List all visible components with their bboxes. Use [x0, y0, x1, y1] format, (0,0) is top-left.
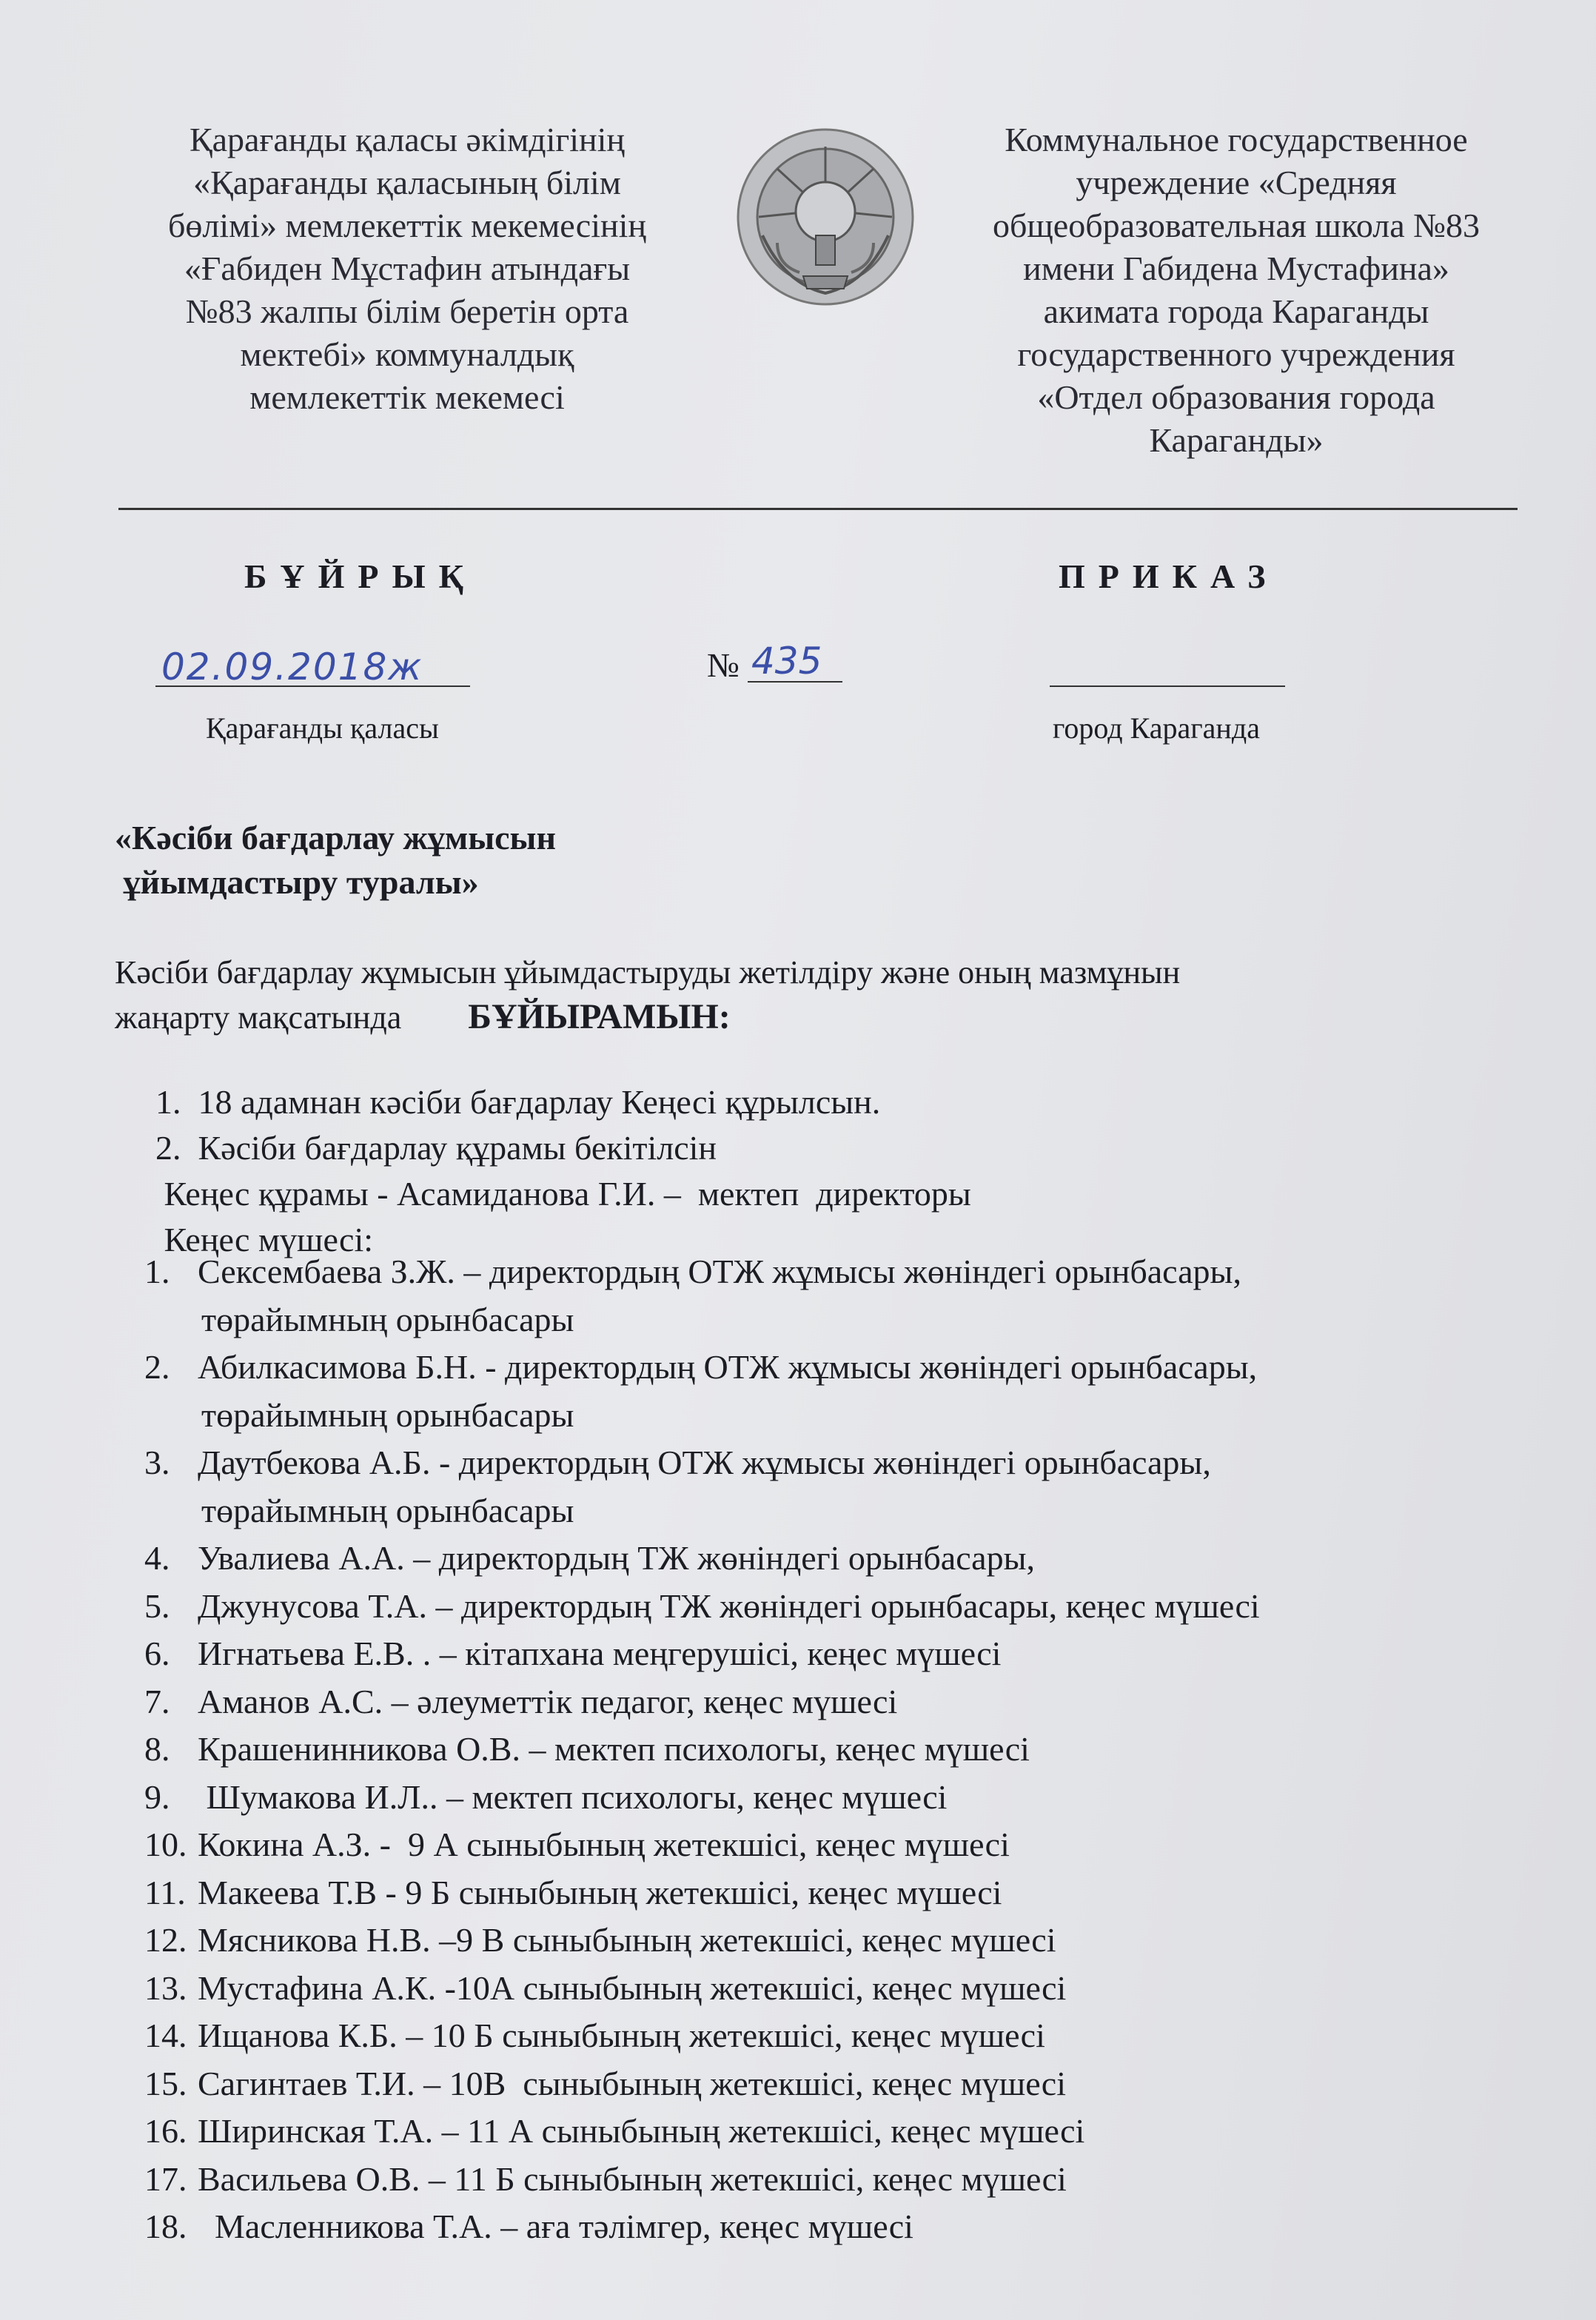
intro-line-2	[115, 995, 1558, 1040]
order-number-label: №	[707, 646, 740, 684]
member-text: Аманов А.С. – әлеуметтік педагог, кеңес мүшесі	[198, 1682, 898, 1720]
council-member-row	[144, 1869, 1260, 1917]
member-text: Увалиева А.А. – директордың ТЖ жөніндегі орынбасары,	[198, 1539, 1035, 1577]
member-number: 8.	[144, 1730, 170, 1768]
number-underline	[748, 681, 842, 683]
header-kz-line: мектебі» коммуналдық	[240, 335, 574, 373]
order-label-ru: ПРИКАЗ	[1059, 557, 1279, 595]
council-member-row	[144, 2203, 1260, 2251]
header-ru-line: Караганды»	[1149, 421, 1324, 459]
member-text: Джунусова Т.А. – директордың ТЖ жөніндегі орынбасары, кеңес мүшесі	[198, 1586, 1260, 1625]
order-title-line: «Кәсіби бағдарлау жұмысын	[115, 819, 556, 856]
order-item: 2. Кәсіби бағдарлау құрамы бекітілсін	[155, 1129, 717, 1167]
member-number: 16.	[144, 2112, 187, 2150]
header-ru-line: акимата города Караганды	[1043, 292, 1429, 330]
member-number: 4.	[144, 1539, 170, 1577]
council-member-row	[144, 2012, 1260, 2060]
order-number-handwritten: 435	[751, 640, 822, 683]
member-number: 10.	[144, 1826, 187, 1863]
member-text: Макеева Т.В - 9 Б сыныбының жетекшісі, кеңес мүшесі	[198, 1873, 1002, 1911]
member-number: 12.	[144, 1921, 187, 1959]
order-title	[115, 816, 556, 905]
header-kz-line: №83 жалпы білім беретін орта	[185, 292, 629, 330]
council-member-row	[144, 1965, 1260, 2013]
order-title-line: ұйымдастыру туралы»	[115, 863, 479, 901]
member-text: Ширинская Т.А. – 11 А сыныбының жетекшісі, кеңес мүшесі	[198, 2112, 1085, 2150]
council-member-row	[144, 1248, 1260, 1296]
council-member-row	[144, 1344, 1260, 1392]
intro-line: жаңарту мақсатында	[115, 999, 402, 1036]
member-text: Абилкасимова Б.Н. - директордың ОТЖ жұмысы жөніндегі орынбасары,	[198, 1348, 1258, 1386]
header-kz-line: Қарағанды қаласы әкімдігінің	[189, 121, 626, 158]
council-members-label: Кеңес мүшесі:	[155, 1221, 374, 1258]
header-ru-line: «Отдел образования города	[1037, 378, 1435, 416]
member-text: Крашенинникова О.В. – мектеп психологы, кеңес мүшесі	[198, 1730, 1030, 1768]
header-ru-line: учреждение «Средняя	[1076, 164, 1397, 201]
order-date-handwritten: 02.09.2018ж	[161, 646, 423, 688]
member-number: 3.	[144, 1444, 170, 1481]
header-kz-line: «Қарағанды қаласының білім	[193, 164, 621, 201]
member-number: 6.	[144, 1635, 170, 1672]
member-number: 2.	[144, 1348, 170, 1386]
council-member-row	[144, 1917, 1260, 1965]
header-kz-line: бөлімі» мемлекеттік мекемесінің	[167, 207, 647, 244]
council-member-row	[144, 1392, 1260, 1440]
member-number: 13.	[144, 1968, 187, 2007]
header-kz	[104, 118, 711, 419]
member-number: 7.	[144, 1682, 170, 1720]
member-text: төрайымның орынбасары	[201, 1395, 574, 1434]
member-text: Даутбекова А.Б. - директордың ОТЖ жұмысы жөніндегі орынбасары,	[198, 1444, 1211, 1481]
council-member-row	[144, 1678, 1260, 1726]
council-member-row	[144, 2060, 1260, 2108]
order-item: 1. 18 адамнан кәсіби бағдарлау Кеңесі құрылсын.	[155, 1083, 881, 1121]
state-emblem-icon	[733, 124, 918, 309]
council-chair: Кеңес құрамы - Асамиданова Г.И. – мектеп директоры	[155, 1175, 971, 1213]
member-text: Игнатьева Е.В. . – кітапхана меңгерушісі, кеңес мүшесі	[198, 1635, 1002, 1672]
council-member-row	[144, 1726, 1260, 1774]
member-number: 17.	[144, 2159, 187, 2198]
member-text: Ищанова К.Б. – 10 Б сыныбының жетекшісі, кеңес мүшесі	[198, 2016, 1045, 2054]
council-member-row	[144, 1583, 1260, 1631]
order-label-kz: БҰЙРЫҚ	[244, 557, 477, 595]
council-member-row	[144, 2108, 1260, 2156]
header-ru-line: Коммунальное государственное	[1005, 121, 1468, 158]
member-text: төрайымның орынбасары	[201, 1491, 574, 1529]
member-text: Мустафина А.К. -10А сыныбының жетекшісі, кеңес мүшесі	[198, 1968, 1067, 2007]
header-ru-line: государственного учреждения	[1017, 335, 1455, 373]
order-items	[155, 1079, 971, 1263]
council-member-row	[144, 1630, 1260, 1678]
council-member-row	[144, 2156, 1260, 2204]
header-ru-line: имени Габидена Мустафина»	[1023, 249, 1449, 287]
member-text: Сагинтаев Т.И. – 10В сыныбының жетекшісі, кеңес мүшесі	[198, 2064, 1066, 2102]
member-text: төрайымның орынбасары	[201, 1300, 574, 1338]
council-member-row	[144, 1296, 1260, 1344]
blank-underline	[1050, 685, 1285, 687]
command-word: БҰЙЫРАМЫН:	[468, 997, 731, 1036]
council-member-row	[144, 1535, 1260, 1583]
city-ru: город Караганда	[1053, 711, 1260, 745]
member-text: Масленникова Т.А. – аға тәлімгер, кеңес мүшесі	[198, 2207, 913, 2245]
intro-paragraph	[115, 951, 1558, 1040]
member-number: 5.	[144, 1586, 170, 1625]
date-underline	[155, 685, 470, 687]
header-ru	[925, 118, 1547, 462]
header-divider	[118, 508, 1518, 510]
header-ru-line: общеобразовательная школа №83	[992, 207, 1481, 244]
member-number: 1.	[144, 1253, 170, 1290]
council-member-row	[144, 1821, 1260, 1869]
member-text: Кокина А.З. - 9 А сыныбының жетекшісі, кеңес мүшесі	[198, 1826, 1010, 1863]
council-member-list	[144, 1248, 1260, 2251]
member-number: 15.	[144, 2064, 187, 2102]
member-number: 14.	[144, 2016, 187, 2054]
member-number: 9.	[144, 1777, 170, 1816]
header-kz-line: мемлекеттік мекемесі	[249, 378, 565, 416]
member-text: Васильева О.В. – 11 Б сыныбының жетекшісі, кеңес мүшесі	[198, 2159, 1067, 2198]
header-kz-line: «Ғабиден Мұстафин атындағы	[184, 249, 631, 287]
member-number: 18.	[144, 2207, 187, 2245]
council-member-row	[144, 1439, 1260, 1487]
council-member-row	[144, 1487, 1260, 1535]
member-text: Шумакова И.Л.. – мектеп психологы, кеңес мүшесі	[198, 1777, 948, 1816]
city-kz: Қарағанды қаласы	[206, 711, 439, 745]
member-text: Сексембаева З.Ж. – директордың ОТЖ жұмысы жөніндегі орынбасары,	[198, 1253, 1241, 1290]
member-text: Мясникова Н.В. –9 В сыныбының жетекшісі, кеңес мүшесі	[198, 1921, 1056, 1959]
council-member-row	[144, 1774, 1260, 1822]
intro-line: Кәсіби бағдарлау жұмысын ұйымдастыруды жетілдіру және оның мазмұнын	[115, 954, 1181, 990]
member-number: 11.	[144, 1873, 186, 1911]
